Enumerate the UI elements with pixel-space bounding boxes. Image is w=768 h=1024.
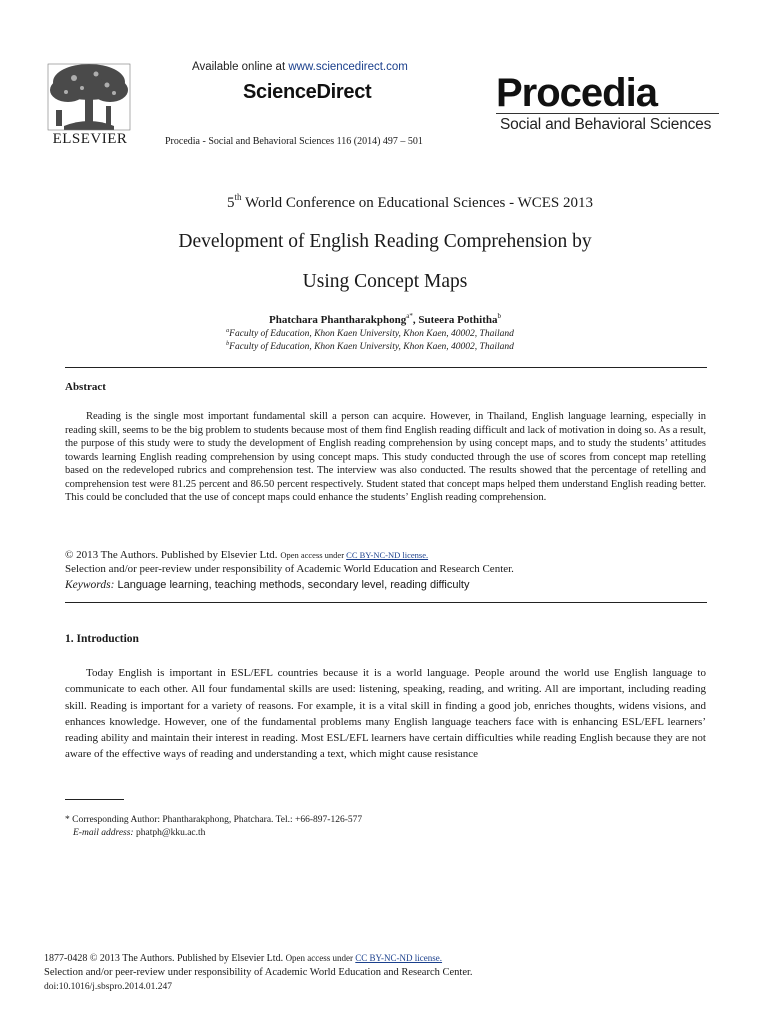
affiliation-b xyxy=(0,341,740,352)
sciencedirect-logo: ScienceDirect xyxy=(243,81,372,103)
conference-ordinal-suffix: th xyxy=(234,192,242,202)
abstract-copyright xyxy=(65,549,428,561)
conference-name xyxy=(0,192,768,212)
paper-title-line-1: Development of English Reading Comprehension by xyxy=(178,231,592,252)
procedia-subtitle: Social and Behavioral Sciences xyxy=(500,116,712,133)
keywords-list: Language learning, teaching methods, secondary level, reading difficulty xyxy=(114,579,470,591)
footer-doi[interactable]: doi:10.1016/j.sbspro.2014.01.247 xyxy=(44,982,172,992)
abstract-selection-note: Selection and/or peer-review under responsibility of Academic World Education and Research Center. xyxy=(65,563,514,575)
copyright-text: © 2013 The Authors. Published by Elsevier Ltd. xyxy=(65,549,281,561)
conference-title: World Conference on Educational Sciences - WCES 2013 xyxy=(241,195,593,211)
procedia-divider xyxy=(496,113,719,114)
email-footnote xyxy=(73,828,205,838)
affiliation-b-text: Faculty of Education, Khon Kaen University, Khon Kaen, 40002, Thailand xyxy=(229,342,514,352)
keywords-label: Keywords: xyxy=(65,579,115,591)
keywords xyxy=(65,579,470,591)
email-address[interactable]: phatph@kku.ac.th xyxy=(133,828,206,838)
sciencedirect-url-link[interactable]: www.sciencedirect.com xyxy=(288,61,408,73)
affiliation-a-text: Faculty of Education, Khon Kaen University, Khon Kaen, 40002, Thailand xyxy=(229,329,514,339)
abstract-body: Reading is the single most important fundamental skill a person can acquire. However, in Thailand, English language learning, especially in reading skill, seems to be the big problem to students because most of them find English reading difficult and lack of motivation in doing so. As a result, the purpose of this study were to study the development of English reading comprehension by using concept maps, and to study the students’ attitudes towards learning English reading comprehension by using concept maps. This study conducted through the use of scores from concept map retelling based on the redeveloped rubrics and comprehension test. The interview was also conducted. The results showed that the percentage of retelling and comprehension test were 81.25 percent and 86.50 percent respectively. Student stated that concept maps helped them understand English reading better. This could be concluded that the use of concept maps could enhance the students’ English reading comprehension. xyxy=(65,411,706,503)
journal-citation: Procedia - Social and Behavioral Sciences 116 (2014) 497 – 501 xyxy=(165,136,423,147)
footer-issn-copyright: 1877-0428 © 2013 The Authors. Published by Elsevier Ltd. xyxy=(44,953,286,964)
author-list xyxy=(0,312,768,326)
publisher-name: ELSEVIER xyxy=(52,131,128,147)
abstract-bottom-rule xyxy=(65,602,707,603)
email-label: E-mail address: xyxy=(73,828,134,838)
conference-ordinal: 5 xyxy=(227,195,235,211)
footer-copyright xyxy=(44,953,442,964)
corresponding-author-footnote: * Corresponding Author: Phantharakphong, Phatchara. Tel.: +66-897-126-577 xyxy=(65,815,363,825)
author-2-affiliation-mark: b xyxy=(497,312,501,320)
author-1-affiliation-mark: a* xyxy=(406,312,413,320)
footer-license-link[interactable]: CC BY-NC-ND license. xyxy=(355,953,443,963)
author-2: Suteera Pothitha xyxy=(418,314,498,326)
author-separator: , xyxy=(412,314,419,326)
paper-title-line-2: Using Concept Maps xyxy=(302,271,468,292)
abstract-heading: Abstract xyxy=(65,381,106,393)
affiliation-a-label: a xyxy=(226,328,230,334)
open-access-text: Open access under xyxy=(280,550,347,560)
footer-open-access-text: Open access under xyxy=(285,953,356,963)
footer-selection-note: Selection and/or peer-review under responsibility of Academic World Education and Research Center. xyxy=(44,967,473,978)
affiliation-b-label: b xyxy=(226,341,230,347)
affiliation-a xyxy=(0,328,740,339)
introduction-heading: 1. Introduction xyxy=(65,633,139,645)
footnote-rule xyxy=(65,799,124,800)
available-online-line xyxy=(192,61,408,73)
license-link[interactable]: CC BY-NC-ND license. xyxy=(346,550,429,560)
author-1: Phatchara Phantharakphong xyxy=(269,314,407,326)
introduction-body: Today English is important in ESL/EFL countries because it is a world language. People around the world use English language to communicate to each other. All four fundamental skills are used: listening, speaking, reading, and writing. All are important, including reading skill. Reading is important for a variety of reasons. For example, it is a vital skill in finding a good job, enriches thoughts, widens visions, and enhances knowledge. However, one of the fundamental problems many English language teachers face with is enhancing ESL/EFL learners’ reading ability and maintain their interest in reading. Most ESL/EFL learners have certain difficulties while reading English because they are not aware of the effective ways of reading and understanding a text, which might cause resistance xyxy=(65,667,706,761)
available-online-text: Available online at xyxy=(192,61,289,73)
procedia-logo: Procedia xyxy=(496,71,657,115)
abstract-top-rule xyxy=(65,367,707,368)
